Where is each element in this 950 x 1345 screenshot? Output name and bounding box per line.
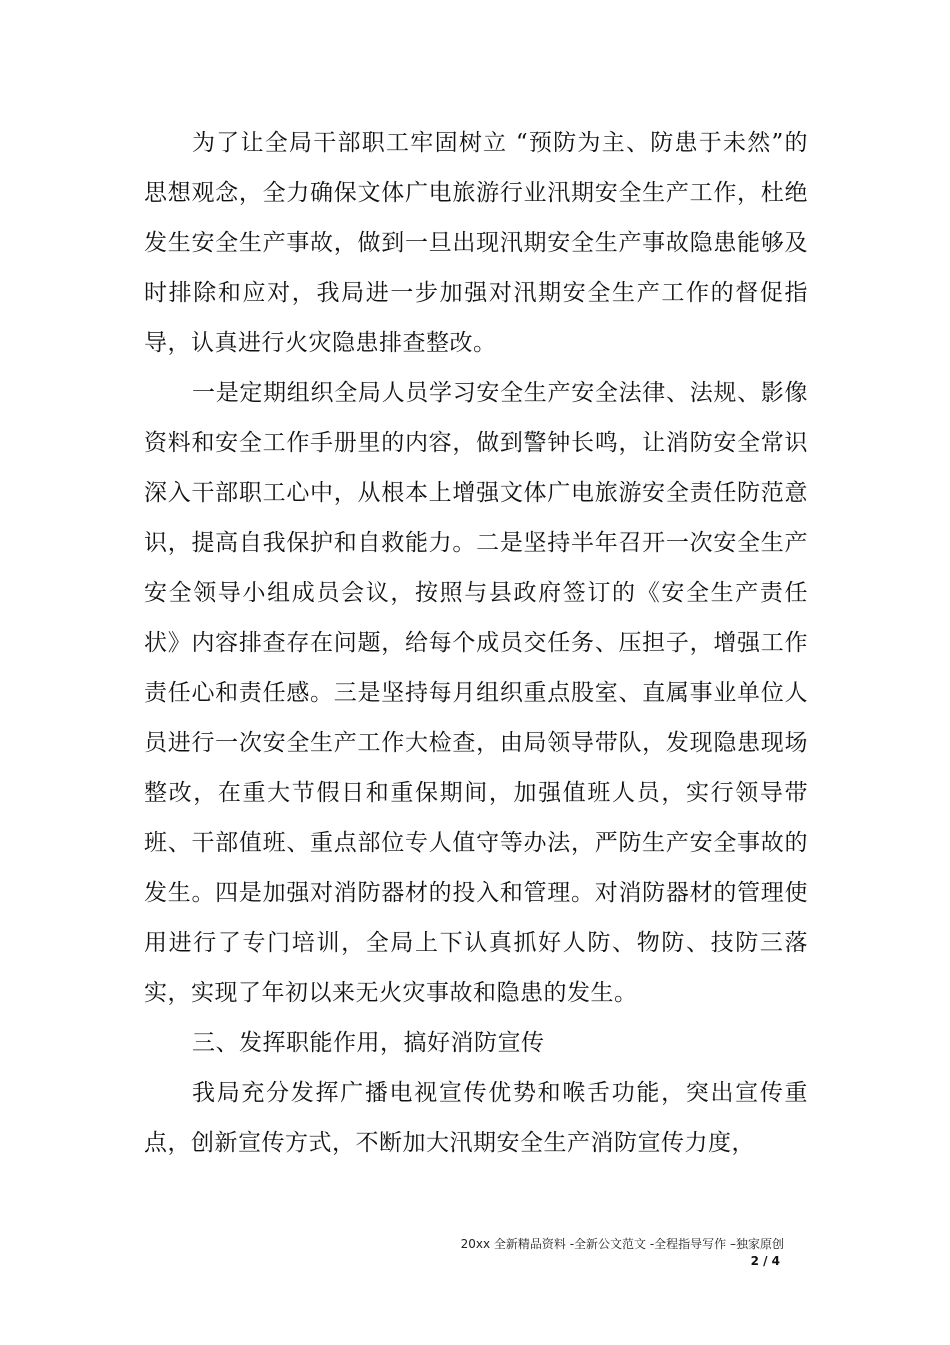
page-number: 2 / 4: [750, 1254, 780, 1268]
paragraph-measures: 一是定期组织全局人员学习安全生产安全法律、法规、影像资料和安全工作手册里的内容，做到警钟长鸣，让消防安全常识深入干部职工心中，从根本上增强文体广电旅游安全责任防范意识，提高自我保护和自救能力。二是坚持半年召开一次安全生产安全领导小组成员会议，按照与县政府签订的《安全生产责任状》内容排查存在问题，给每个成员交任务、压担子，增强工作责任心和责任感。三是坚持每月组织重点股室、直属事业单位人员进行一次安全生产工作大检查，由局领导带队，发现隐患现场整改，在重大节假日和重保期间，加强值班人员，实行领导带班、干部值班、重点部位专人值守等办法，严防生产安全事故的发生。四是加强对消防器材的投入和管理。对消防器材的管理使用进行了专门培训，全局上下认真抓好人防、物防、技防三落实，实现了年初以来无火灾事故和隐患的发生。: [144, 380, 808, 1006]
section-heading: 三、发挥职能作用，搞好消防宣传: [192, 1030, 545, 1056]
paragraph-intro: 为了让全局干部职工牢固树立 “预防为主、防患于未然”的思想观念，全力确保文体广电旅游行业汛期安全生产工作，杜绝发生安全生产事故，做到一旦出现汛期安全生产事故隐患能够及时排除和应对，我局进一步加强对汛期安全生产工作的督促指导，认真进行火灾隐患排查整改。: [144, 130, 808, 356]
document-body: [144, 118, 808, 1168]
footer-text: 20xx 全新精品资料 -全新公文范文 -全程指导写作 –独家原创: [460, 1237, 784, 1251]
paragraph-publicity: 我局充分发挥广播电视宣传优势和喉舌功能，突出宣传重点，创新宣传方式，不断加大汛期安全生产消防宣传力度，: [144, 1080, 808, 1156]
